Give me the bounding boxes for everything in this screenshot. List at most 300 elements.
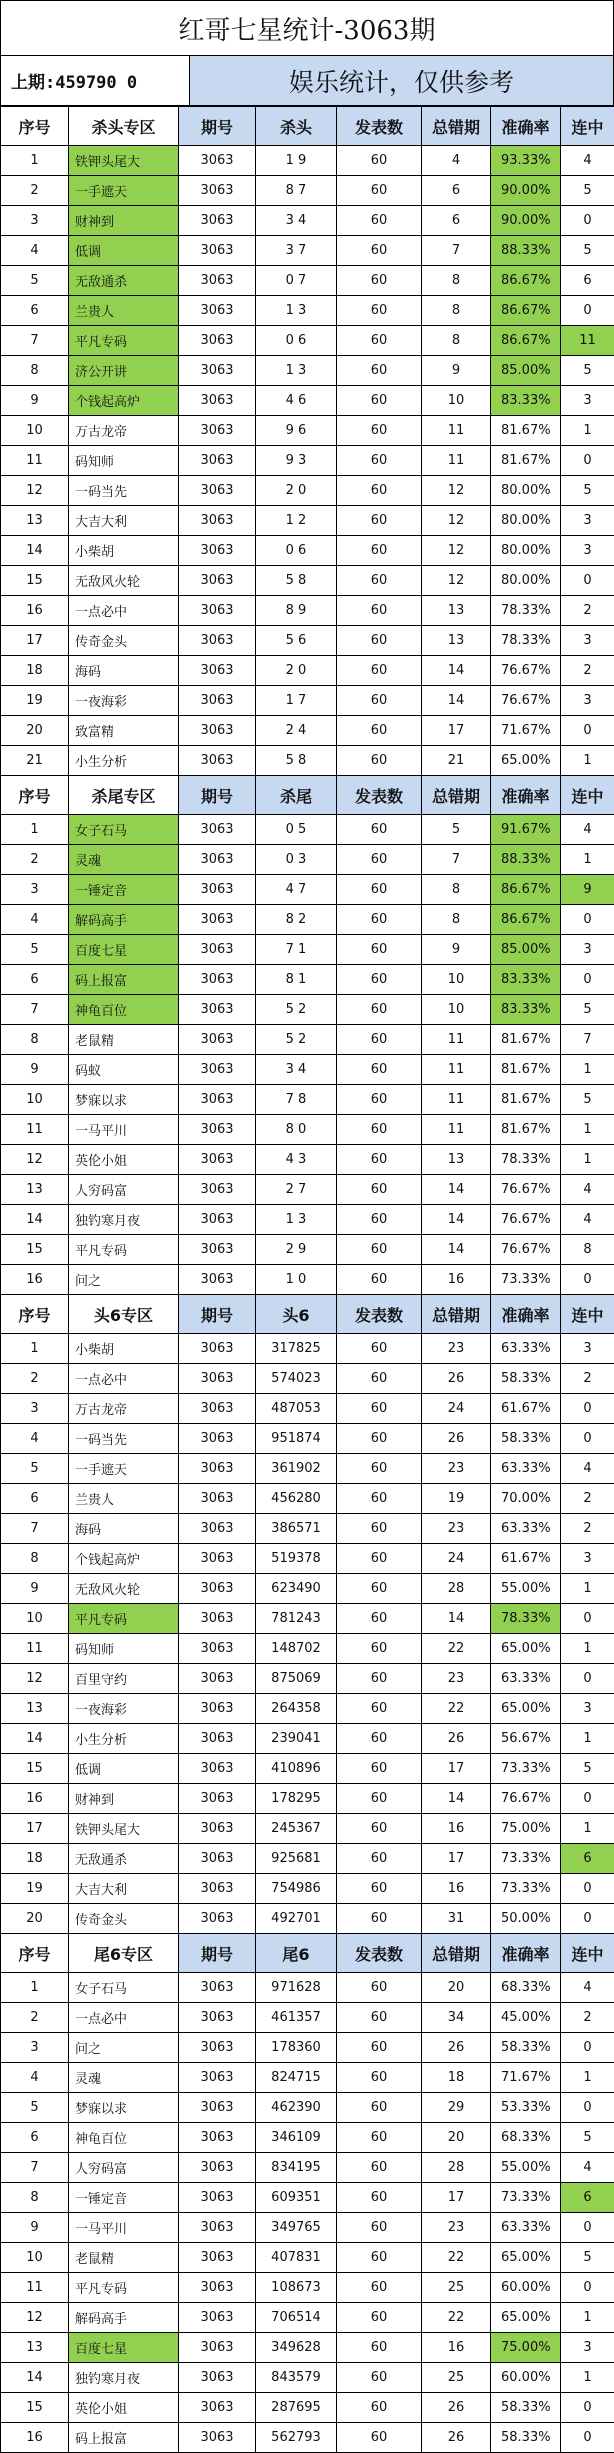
row-streak: 3 [561,686,614,716]
table-row [1,596,614,626]
row-accuracy: 60.00% [491,2273,561,2303]
row-errors: 28 [422,2153,491,2183]
table-row [1,1235,614,1265]
header-no: 序号 [1,1934,69,1973]
table-row [1,1754,614,1784]
row-issue: 3063 [179,1085,256,1115]
row-name: 铁钾头尾大 [69,1814,179,1844]
row-value: 239041 [256,1724,337,1754]
row-errors: 8 [422,296,491,326]
row-value: 7 1 [256,935,337,965]
row-no: 1 [1,146,69,176]
sub-header [0,56,614,106]
header-accuracy: 准确率 [491,1934,561,1973]
row-errors: 9 [422,935,491,965]
row-errors: 12 [422,566,491,596]
row-no: 9 [1,1055,69,1085]
row-name: 海码 [69,1514,179,1544]
row-issue: 3063 [179,686,256,716]
row-count: 60 [337,1544,422,1574]
row-issue: 3063 [179,566,256,596]
row-errors: 14 [422,686,491,716]
row-errors: 17 [422,2183,491,2213]
row-name: 女子石马 [69,1973,179,2003]
row-streak: 3 [561,1544,614,1574]
row-no: 16 [1,2423,69,2453]
row-no: 15 [1,1754,69,1784]
row-count: 60 [337,1724,422,1754]
row-name: 女子石马 [69,815,179,845]
row-name: 财神到 [69,206,179,236]
row-value: 2 4 [256,716,337,746]
table-row [1,1145,614,1175]
row-accuracy: 78.33% [491,1145,561,1175]
row-count: 60 [337,566,422,596]
row-count: 60 [337,506,422,536]
row-count: 60 [337,746,422,776]
row-value: 0 7 [256,266,337,296]
row-count: 60 [337,965,422,995]
row-no: 5 [1,266,69,296]
row-errors: 5 [422,815,491,845]
row-count: 60 [337,1634,422,1664]
row-count: 60 [337,1334,422,1364]
row-accuracy: 80.00% [491,506,561,536]
row-accuracy: 55.00% [491,1574,561,1604]
table-row [1,476,614,506]
header-streak: 连中 [561,107,614,146]
row-value: 1 9 [256,146,337,176]
row-value: 5 2 [256,1025,337,1055]
row-name: 无敌通杀 [69,1844,179,1874]
header-streak: 连中 [561,1934,614,1973]
row-value: 9 3 [256,446,337,476]
table-row [1,1664,614,1694]
header-value: 杀头 [256,107,337,146]
table-row [1,1175,614,1205]
row-errors: 17 [422,1754,491,1784]
row-accuracy: 68.33% [491,2123,561,2153]
row-count: 60 [337,1424,422,1454]
row-count: 60 [337,2093,422,2123]
row-name: 梦寐以求 [69,1085,179,1115]
row-no: 14 [1,536,69,566]
row-streak: 8 [561,1235,614,1265]
row-no: 5 [1,1454,69,1484]
row-streak: 5 [561,356,614,386]
table-row [1,1724,614,1754]
row-accuracy: 76.67% [491,656,561,686]
row-accuracy: 81.67% [491,1055,561,1085]
row-name: 神龟百位 [69,995,179,1025]
row-issue: 3063 [179,1334,256,1364]
table-row [1,2153,614,2183]
row-streak: 3 [561,626,614,656]
row-value: 8 0 [256,1115,337,1145]
row-no: 4 [1,2063,69,2093]
header-errors: 总错期 [422,776,491,815]
table-row [1,1514,614,1544]
row-value: 287695 [256,2393,337,2423]
row-errors: 26 [422,2393,491,2423]
row-value: 925681 [256,1844,337,1874]
row-no: 15 [1,1235,69,1265]
row-name: 老鼠精 [69,2243,179,2273]
row-streak: 5 [561,2123,614,2153]
table-row [1,1085,614,1115]
row-name: 人穷码富 [69,1175,179,1205]
row-name: 大吉大利 [69,506,179,536]
row-value: 264358 [256,1694,337,1724]
row-count: 60 [337,176,422,206]
row-name: 小生分析 [69,1724,179,1754]
row-count: 60 [337,1265,422,1295]
row-issue: 3063 [179,176,256,206]
section-header-row [1,1934,614,1973]
table-row [1,2243,614,2273]
row-count: 60 [337,1055,422,1085]
row-no: 3 [1,875,69,905]
row-errors: 4 [422,146,491,176]
row-name: 人穷码富 [69,2153,179,2183]
row-issue: 3063 [179,2303,256,2333]
row-value: 2 7 [256,1175,337,1205]
last-period: 上期:459790 0 [1,56,190,105]
table-row [1,2423,614,2453]
row-no: 8 [1,1025,69,1055]
row-issue: 3063 [179,356,256,386]
row-issue: 3063 [179,1544,256,1574]
row-no: 5 [1,2093,69,2123]
row-value: 178295 [256,1784,337,1814]
row-issue: 3063 [179,1175,256,1205]
row-no: 10 [1,416,69,446]
table-row [1,2063,614,2093]
row-accuracy: 90.00% [491,206,561,236]
row-count: 60 [337,686,422,716]
row-streak: 4 [561,1973,614,2003]
row-issue: 3063 [179,146,256,176]
row-count: 60 [337,1145,422,1175]
row-streak: 1 [561,1814,614,1844]
row-issue: 3063 [179,626,256,656]
row-streak: 5 [561,1085,614,1115]
row-count: 60 [337,1604,422,1634]
row-name: 财神到 [69,1784,179,1814]
row-name: 平凡专码 [69,326,179,356]
row-streak: 1 [561,2363,614,2393]
row-accuracy: 78.33% [491,596,561,626]
row-value: 5 6 [256,626,337,656]
row-value: 971628 [256,1973,337,2003]
row-issue: 3063 [179,1115,256,1145]
row-name: 一夜海彩 [69,686,179,716]
row-value: 462390 [256,2093,337,2123]
header-section: 头6专区 [69,1295,179,1334]
row-errors: 16 [422,1874,491,1904]
row-issue: 3063 [179,2273,256,2303]
row-no: 2 [1,176,69,206]
row-errors: 16 [422,1814,491,1844]
table-row [1,1874,614,1904]
row-no: 13 [1,2333,69,2363]
row-name: 百里守约 [69,1664,179,1694]
row-errors: 6 [422,176,491,206]
row-issue: 3063 [179,965,256,995]
row-no: 11 [1,1115,69,1145]
row-count: 60 [337,206,422,236]
row-value: 361902 [256,1454,337,1484]
row-count: 60 [337,536,422,566]
row-count: 60 [337,386,422,416]
row-no: 4 [1,236,69,266]
page-title: 红哥七星统计-3063期 [0,0,614,56]
row-value: 562793 [256,2423,337,2453]
row-accuracy: 80.00% [491,566,561,596]
row-accuracy: 60.00% [491,2363,561,2393]
table-row [1,746,614,776]
table-row [1,1394,614,1424]
row-value: 2 9 [256,1235,337,1265]
row-errors: 26 [422,2033,491,2063]
row-count: 60 [337,1394,422,1424]
table-row [1,536,614,566]
row-no: 4 [1,1424,69,1454]
row-streak: 3 [561,536,614,566]
row-name: 解码高手 [69,2303,179,2333]
row-issue: 3063 [179,1265,256,1295]
row-errors: 26 [422,2423,491,2453]
row-accuracy: 58.33% [491,2033,561,2063]
row-no: 8 [1,1544,69,1574]
row-errors: 9 [422,356,491,386]
row-no: 7 [1,1514,69,1544]
row-issue: 3063 [179,1844,256,1874]
row-value: 346109 [256,2123,337,2153]
row-no: 19 [1,1874,69,1904]
row-count: 60 [337,1364,422,1394]
row-no: 2 [1,845,69,875]
table-row [1,845,614,875]
table-row [1,506,614,536]
row-accuracy: 81.67% [491,1085,561,1115]
row-streak: 0 [561,2213,614,2243]
row-errors: 23 [422,1454,491,1484]
row-errors: 11 [422,416,491,446]
row-value: 349765 [256,2213,337,2243]
row-accuracy: 81.67% [491,416,561,446]
row-name: 兰贵人 [69,296,179,326]
table-row [1,2033,614,2063]
row-issue: 3063 [179,1574,256,1604]
row-streak: 4 [561,815,614,845]
row-count: 60 [337,2213,422,2243]
table-row [1,1784,614,1814]
table-row [1,1364,614,1394]
row-errors: 24 [422,1394,491,1424]
row-name: 梦寐以求 [69,2093,179,2123]
row-issue: 3063 [179,1514,256,1544]
table-row [1,905,614,935]
row-name: 一点必中 [69,596,179,626]
row-accuracy: 76.67% [491,1784,561,1814]
row-errors: 20 [422,2123,491,2153]
row-accuracy: 78.33% [491,1604,561,1634]
row-name: 一手遮天 [69,176,179,206]
table-row [1,1844,614,1874]
table-row [1,1904,614,1934]
row-streak: 3 [561,1694,614,1724]
row-accuracy: 90.00% [491,176,561,206]
header-section: 尾6专区 [69,1934,179,1973]
header-issue: 期号 [179,1934,256,1973]
table-row [1,386,614,416]
row-name: 小柴胡 [69,1334,179,1364]
row-accuracy: 73.33% [491,1874,561,1904]
row-errors: 8 [422,266,491,296]
table-row [1,446,614,476]
row-no: 20 [1,716,69,746]
row-value: 706514 [256,2303,337,2333]
row-accuracy: 65.00% [491,2303,561,2333]
row-issue: 3063 [179,266,256,296]
row-value: 3 7 [256,236,337,266]
row-no: 12 [1,476,69,506]
row-value: 519378 [256,1544,337,1574]
row-value: 456280 [256,1484,337,1514]
row-count: 60 [337,2153,422,2183]
row-count: 60 [337,656,422,686]
table-row [1,1814,614,1844]
row-issue: 3063 [179,236,256,266]
table-row [1,2333,614,2363]
row-accuracy: 81.67% [491,1115,561,1145]
row-accuracy: 83.33% [491,995,561,1025]
row-value: 875069 [256,1664,337,1694]
row-errors: 13 [422,1145,491,1175]
row-count: 60 [337,935,422,965]
row-count: 60 [337,2183,422,2213]
row-accuracy: 65.00% [491,1634,561,1664]
header-issue: 期号 [179,1295,256,1334]
row-name: 平凡专码 [69,2273,179,2303]
table-row [1,2123,614,2153]
row-issue: 3063 [179,995,256,1025]
row-no: 12 [1,1145,69,1175]
row-accuracy: 70.00% [491,1484,561,1514]
table-row [1,1604,614,1634]
row-no: 10 [1,1085,69,1115]
row-issue: 3063 [179,905,256,935]
row-count: 60 [337,2003,422,2033]
row-errors: 16 [422,2333,491,2363]
row-accuracy: 80.00% [491,476,561,506]
row-issue: 3063 [179,815,256,845]
row-issue: 3063 [179,416,256,446]
row-issue: 3063 [179,656,256,686]
row-streak: 3 [561,935,614,965]
row-errors: 23 [422,2213,491,2243]
row-errors: 8 [422,326,491,356]
row-errors: 20 [422,1973,491,2003]
row-errors: 14 [422,1205,491,1235]
row-errors: 8 [422,875,491,905]
row-accuracy: 83.33% [491,965,561,995]
table-row [1,1574,614,1604]
row-streak: 2 [561,2003,614,2033]
row-count: 60 [337,1235,422,1265]
table-row [1,1454,614,1484]
row-count: 60 [337,1664,422,1694]
row-streak: 0 [561,446,614,476]
row-no: 11 [1,1634,69,1664]
row-streak: 1 [561,416,614,446]
row-no: 7 [1,2153,69,2183]
row-accuracy: 45.00% [491,2003,561,2033]
row-accuracy: 63.33% [491,1514,561,1544]
row-value: 1 3 [256,296,337,326]
row-accuracy: 88.33% [491,236,561,266]
row-errors: 12 [422,476,491,506]
row-issue: 3063 [179,596,256,626]
row-accuracy: 75.00% [491,1814,561,1844]
row-issue: 3063 [179,1205,256,1235]
row-value: 178360 [256,2033,337,2063]
row-errors: 11 [422,1025,491,1055]
row-name: 问之 [69,1265,179,1295]
row-issue: 3063 [179,206,256,236]
row-name: 一手遮天 [69,1454,179,1484]
row-count: 60 [337,905,422,935]
row-accuracy: 58.33% [491,1424,561,1454]
header-streak: 连中 [561,776,614,815]
row-no: 18 [1,656,69,686]
row-value: 1 3 [256,356,337,386]
row-name: 万古龙帝 [69,416,179,446]
row-streak: 0 [561,1424,614,1454]
row-no: 10 [1,2243,69,2273]
row-streak: 1 [561,2303,614,2333]
row-streak: 5 [561,1754,614,1784]
row-name: 百度七星 [69,2333,179,2363]
row-streak: 11 [561,326,614,356]
row-issue: 3063 [179,1784,256,1814]
banner: 娱乐统计，仅供参考 [190,56,613,105]
row-no: 11 [1,446,69,476]
row-value: 487053 [256,1394,337,1424]
row-no: 4 [1,905,69,935]
row-value: 5 8 [256,566,337,596]
row-issue: 3063 [179,1394,256,1424]
header-issue: 期号 [179,107,256,146]
row-value: 4 6 [256,386,337,416]
row-errors: 29 [422,2093,491,2123]
row-issue: 3063 [179,875,256,905]
row-name: 一锤定音 [69,2183,179,2213]
table-row [1,875,614,905]
row-errors: 13 [422,596,491,626]
row-errors: 11 [422,446,491,476]
row-streak: 2 [561,1364,614,1394]
row-errors: 26 [422,1724,491,1754]
row-count: 60 [337,266,422,296]
row-errors: 34 [422,2003,491,2033]
row-issue: 3063 [179,446,256,476]
header-count: 发表数 [337,107,422,146]
row-count: 60 [337,1973,422,2003]
row-streak: 4 [561,2153,614,2183]
row-value: 407831 [256,2243,337,2273]
